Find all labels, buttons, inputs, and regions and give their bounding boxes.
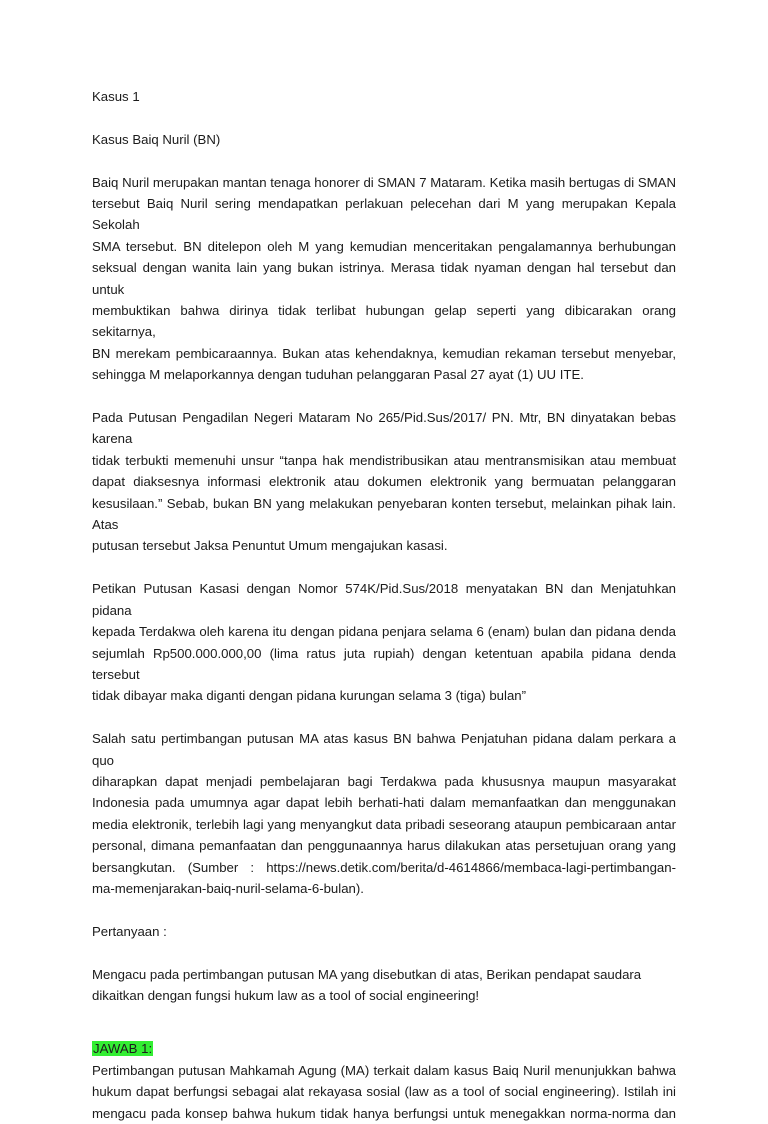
text-line: ma-memenjarakan-baiq-nuril-selama-6-bulan). [92,880,364,896]
text-line: tidak dibayar maka diganti dengan pidana kurungan selama 3 (tiga) bulan” [92,688,527,704]
document-body [92,86,676,1124]
spacer [92,107,676,128]
text-line: dapat diaksesnya informasi elektronik atau dokumen elektronik yang bermuatan pelanggaran [92,474,676,490]
text-line: kepada Terdakwa oleh karena itu dengan pidana penjara selama 6 (enam) bulan dan pidana denda [92,624,676,640]
paragraph-cassation-ruling [92,578,676,706]
question-label: Pertanyaan : [92,923,167,939]
text-line: sehingga M melaporkannya dengan tuduhan pelanggaran Pasal 27 ayat (1) UU ITE. [92,367,584,383]
answer-label-line [92,1038,676,1059]
text-line: media elektronik, terlebih lagi yang menyangkut data pribadi seseorang ataupun pembicaraan antar [92,816,676,832]
spacer [92,942,676,963]
text-line: Pertimbangan putusan Mahkamah Agung (MA) terkait dalam kasus Baiq Nuril menunjukkan bahwa [92,1062,676,1078]
answer-text [92,1060,676,1124]
text-line: Salah satu pertimbangan putusan MA atas kasus BN bahwa Penjatuhan pidana dalam perkara a quo [92,731,676,768]
spacer [92,899,676,920]
answer-label: JAWAB 1: [93,1041,153,1057]
text-line: tidak terbukti memenuhi unsur “tanpa hak mendistribusikan atau mentransmisikan atau membuat [92,452,676,468]
text-line: Pada Putusan Pengadilan Negeri Mataram No 265/Pid.Sus/2017/ PN. Mtr, BN dinyatakan bebas karena [92,410,676,447]
text-line: Baiq Nuril merupakan mantan tenaga honorer di SMAN 7 Mataram. Ketika masih bertugas di SMAN [92,174,676,190]
text-line: tersebut Baiq Nuril sering mendapatkan perlakuan pelecehan dari M yang merupakan Kepala Sekolah [92,196,676,233]
text-line: Indonesia pada umumnya agar dapat lebih berhati-hati dalam memanfaatkan dan menggunakan [92,795,676,811]
case-subheading: Kasus Baiq Nuril (BN) [92,131,221,147]
text-line: diharapkan dapat menjadi pembelajaran bagi Terdakwa pada khususnya maupun masyarakat [92,773,676,789]
text-line: BN merekam pembicaraannya. Bukan atas kehendaknya, kemudian rekaman tersebut menyebar, [92,345,676,361]
text-line: Petikan Putusan Kasasi dengan Nomor 574K/Pid.Sus/2018 menyatakan BN dan Menjatuhkan pidana [92,581,676,618]
text-line: sejumlah Rp500.000.000,00 (lima ratus juta rupiah) dengan ketentuan apabila pidana denda tersebut [92,645,676,682]
paragraph-supreme-court-consideration [92,728,676,899]
spacer [92,1006,676,1038]
text-line: personal, dimana pemanfaatan dan penggunaannya harus dilakukan atas persetujuan orang yang [92,838,676,854]
text-line: kesusilaan.” Sebab, bukan BN yang melakukan penyebaran konten tersebut, melainkan pihak lain. Atas [92,495,676,533]
spacer [92,557,676,578]
text-line: dikaitkan dengan fungsi hukum law as a tool of social engineering! [92,987,480,1003]
text-line: hukum dapat berfungsi sebagai alat rekayasa sosial (law as a tool of social engineering). Istilah ini [92,1084,676,1100]
spacer [92,150,676,171]
paragraph-district-court-ruling [92,407,676,557]
spacer [92,707,676,728]
text-line: bersangkutan. (Sumber : https://news.detik.com/berita/d-4614866/membaca-lagi-pertimbangan- [92,859,676,875]
text-line: membuktikan bahwa dirinya tidak terlibat hubungan gelap seperti yang dibicarakan orang sekitarnya, [92,303,676,340]
text-line: putusan tersebut Jaksa Penuntut Umum mengajukan kasasi. [92,538,448,554]
paragraph-case-background [92,172,676,386]
case-heading: Kasus 1 [92,89,140,104]
text-line: Mengacu pada pertimbangan putusan MA yang disebutkan di atas, Berikan pendapat saudara [92,966,642,982]
spacer [92,386,676,407]
text-line: SMA tersebut. BN ditelepon oleh M yang kemudian menceritakan pengalamannya berhubungan [92,238,676,254]
question-text [92,964,676,1007]
text-line: seksual dengan wanita lain yang bukan istrinya. Merasa tidak nyaman dengan hal tersebut dan untuk [92,260,676,297]
text-line: mengacu pada konsep bahwa hukum tidak hanya berfungsi untuk menegakkan norma-norma dan [92,1105,676,1121]
